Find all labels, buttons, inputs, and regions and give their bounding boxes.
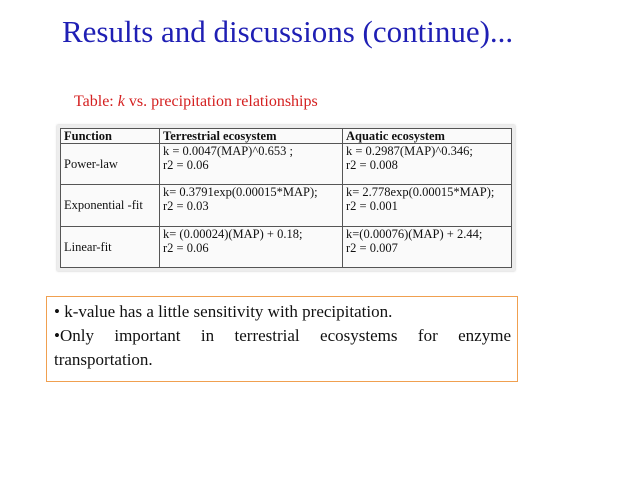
equation: k=(0.00076)(MAP) + 2.44; (346, 226, 483, 241)
table-row (61, 226, 512, 267)
slide-title: Results and discussions (continue)... (62, 14, 514, 49)
note-bullet: •Only important in terrestrial ecosystems for enzyme transportation. (54, 326, 511, 369)
terrestrial-cell (160, 226, 343, 267)
equation: k= 0.3791exp(0.00015*MAP); (163, 185, 318, 200)
equation: k = 0.2987(MAP)^0.346; (346, 144, 473, 158)
r-squared: r2 = 0.001 (346, 199, 398, 214)
r-squared: r2 = 0.008 (346, 158, 398, 172)
r-squared: r2 = 0.06 (163, 158, 209, 172)
header-terrestrial: Terrestrial ecosystem (160, 129, 343, 144)
r-squared: r2 = 0.06 (163, 240, 209, 255)
caption-suffix: vs. precipitation relationships (124, 93, 318, 110)
row-function: Exponential -fit (61, 185, 160, 226)
table-image (57, 125, 515, 271)
caption-prefix: Table: (74, 93, 118, 110)
row-function: Power-law (61, 144, 160, 185)
aquatic-cell (343, 226, 512, 267)
table-row (61, 144, 512, 185)
header-function: Function (61, 129, 160, 144)
header-aquatic: Aquatic ecosystem (343, 129, 512, 144)
terrestrial-cell (160, 144, 343, 185)
row-function: Linear-fit (61, 226, 160, 267)
equation: k= 2.778exp(0.00015*MAP); (346, 185, 495, 200)
r-squared: r2 = 0.03 (163, 199, 209, 214)
aquatic-cell (343, 185, 512, 226)
k-precipitation-table (60, 128, 512, 268)
caption-italic-k: k (117, 93, 125, 110)
notes-box (46, 296, 518, 382)
equation: k= (0.00024)(MAP) + 0.18; (163, 226, 303, 241)
table-row (61, 185, 512, 226)
aquatic-cell (343, 144, 512, 185)
note-bullet: • k-value has a little sensitivity with precipitation. (54, 302, 393, 321)
table-header-row (61, 129, 512, 144)
terrestrial-cell (160, 185, 343, 226)
equation: k = 0.0047(MAP)^0.653 ; (163, 144, 293, 158)
r-squared: r2 = 0.007 (346, 240, 398, 255)
table-caption (74, 93, 318, 111)
